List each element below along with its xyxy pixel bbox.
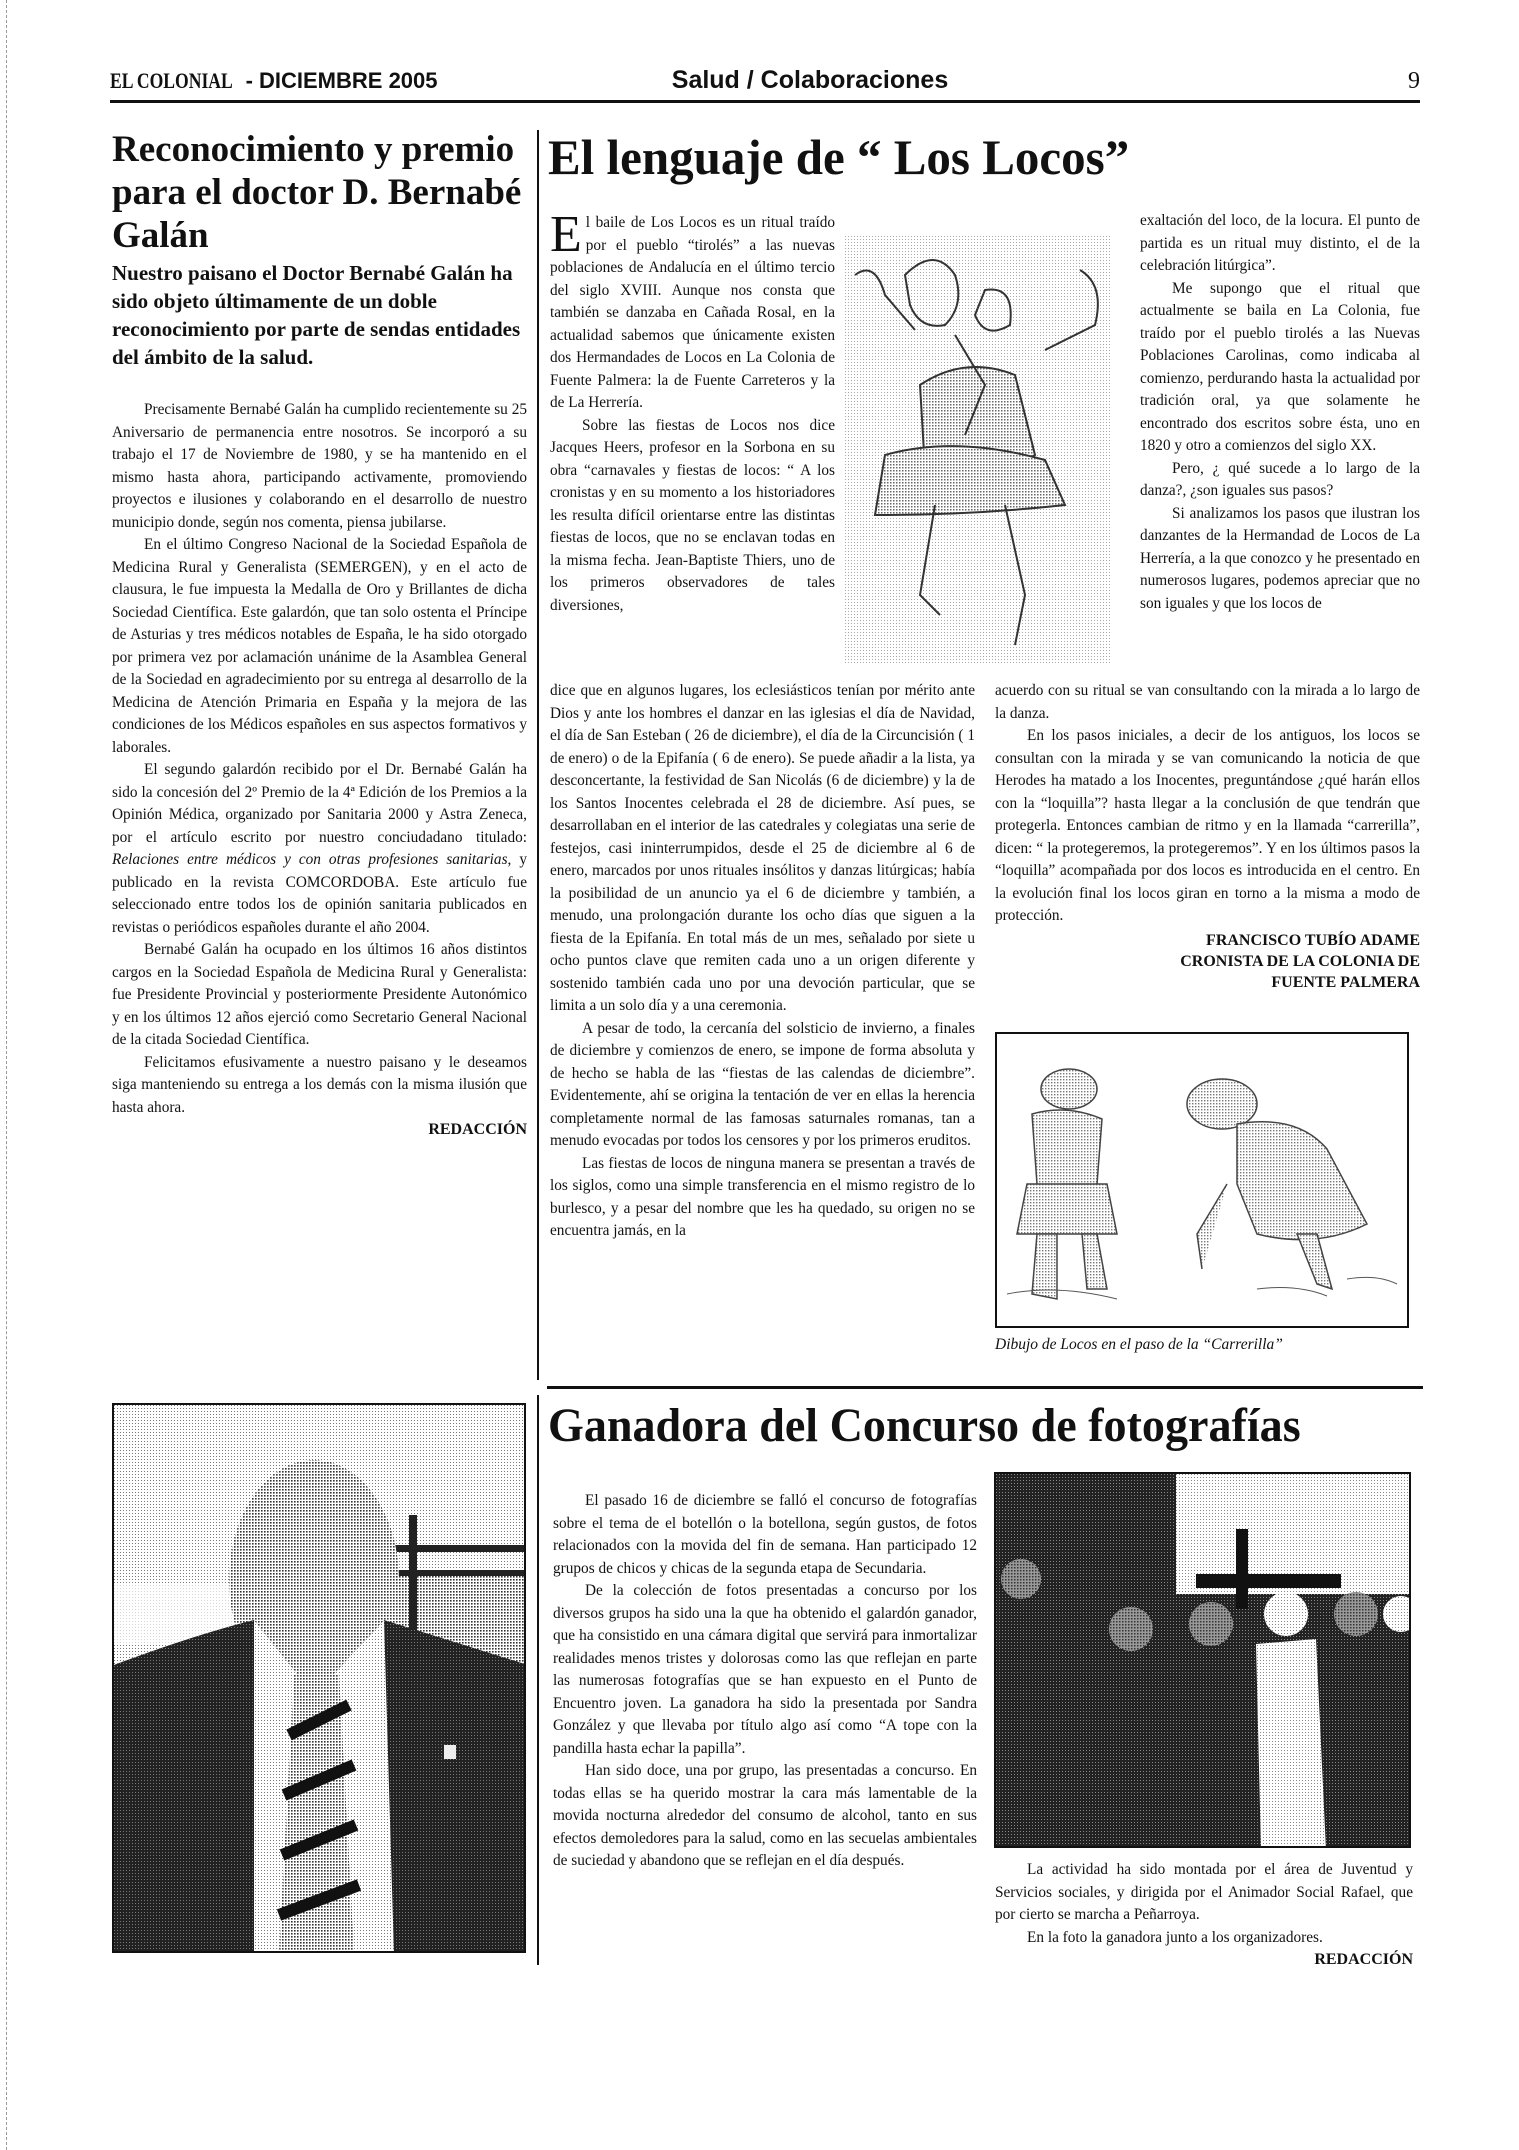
text-run: l baile de Los Locos es un ritual traído por el pueblo “tirolés” a las nuevas poblaciones de Andalucía en el último tercio del siglo XVIII. Aunque nos consta que también se danzaba en Cañada Rosal, en la actualidad sabemos que únicamente existen dos Hermandades de Locos en La Colonia de Fuente Palmera: la de Fuente Carreteros y la de La Herrería. bbox=[550, 214, 835, 411]
photo-image bbox=[996, 1474, 1411, 1848]
dancer-illustration bbox=[845, 215, 1110, 675]
caption-paragraph: En la foto la ganadora junto a los organizadores. bbox=[1027, 1928, 1323, 1946]
page-number: 9 bbox=[1408, 68, 1420, 94]
locos-column-1 bbox=[550, 206, 835, 617]
paragraph: A pesar de todo, la cercanía del solsticio de invierno, a finales de diciembre y comienzos de enero, se impone de forma absoluta y de hecho se habla de las “fiestas de las calendas de diciembre”. Evidentemente, ahí se origina la tentación de ver en ellas la herencia completamente normal de las famosas saturnales romanas, tan a menudo evocadas por todos los censores y por los primeros eruditos. bbox=[550, 1019, 975, 1149]
issue-date: - DICIEMBRE 2005 bbox=[245, 68, 438, 93]
headline-award: Reconocimiento y premio para el doctor D. Bernabé Galán bbox=[112, 129, 522, 256]
paragraph: Pero, ¿ qué sucede a lo largo de la danza?, ¿son iguales sus pasos? bbox=[1140, 459, 1420, 499]
headline-contest: Ganadora del Concurso de fotografías bbox=[548, 1399, 1301, 1452]
byline: REDACCIÓN bbox=[428, 1121, 527, 1138]
text-run: El segundo galardón recibido por el Dr. Bernabé Galán ha sido la concesión del 2º Premio de la 4ª Edición de los Premios a la Opinión Médica, organizado por Sanitaria 2000 y Astra Zeneca, por el artículo escrito por nuestro conciudadano titulado: bbox=[112, 761, 527, 846]
masthead-rule bbox=[110, 100, 1420, 103]
section-rule bbox=[547, 1386, 1423, 1389]
page-edge-marks bbox=[6, 0, 7, 2150]
paragraph: Bernabé Galán ha ocupado en los últimos 16 años distintos cargos en la Sociedad Española de Medicina Rural y Generalista: fue Presidente Provincial y posteriormente Presidente Autonómico y en los últimos 12 años ejerció como Secretario General Nacional de la citada Sociedad Científica. bbox=[112, 941, 527, 1048]
locos-column-4 bbox=[995, 680, 1420, 993]
article-body bbox=[112, 399, 527, 1119]
masthead-left bbox=[110, 68, 438, 94]
author-signature bbox=[995, 930, 1420, 993]
paragraph: Felicitamos efusivamente a nuestro paisano y le deseamos siga manteniendo su entrega a los demás con la misma ilusión que hasta ahora. bbox=[112, 1053, 527, 1116]
newspaper-logo: EL COLONIAL bbox=[110, 68, 233, 93]
locos-column-2 bbox=[550, 680, 975, 1243]
paragraph: En el último Congreso Nacional de la Sociedad Española de Medicina Rural y Generalista (SEMERGEN), y en el acto de clausura, le fue impuesta la Medalla de Oro y Brillantes de dicha Sociedad Científica. Este galardón, que tan solo ostenta el Príncipe de Asturias y tres médicos notables de España, le ha sido otorgado por primera vez por aclamación unánime de la Asamblea General de la Sociedad en agradecimiento por su entrega al desarrollo de la Medicina de Atención Primaria en España y la mejora de las condiciones de los Médicos españoles en sus aspectos formativos y laborales. bbox=[112, 536, 527, 756]
photo-image bbox=[114, 1405, 526, 1953]
dancer-sketch bbox=[845, 215, 1110, 675]
masthead bbox=[110, 64, 1420, 104]
paragraph: Me supongo que el ritual que actualmente se baila en La Colonia, fue traído por el pueblo tirolés a las Nuevas Poblaciones Carolinas, como indicaba al comienzo, perdurando hasta la actualidad por tradición oral, ya que solamente he encontrado dos escritos sobre ésta, uno en 1820 y otro a comienzos del siglo XX. bbox=[1140, 279, 1420, 454]
carrerilla-drawing bbox=[995, 1032, 1409, 1328]
drop-cap: E bbox=[550, 206, 582, 263]
paragraph: Han sido doce, una por grupo, las presentadas a concurso. En todas ellas se ha querido mostrar la cara más lamentable de la movida nocturna alrededor del consumo de alcohol, tanto en sus efectos demoledores para la salud, como en las secuelas ambientales de suciedad y abandono que se reflejan en el día después. bbox=[553, 1762, 977, 1869]
deck-award: Nuestro paisano el Doctor Bernabé Galán ha sido objeto últimamente de un doble reconocimiento por parte de sendas entidades del ámbito de la salud. bbox=[112, 261, 521, 369]
paragraph bbox=[550, 206, 835, 415]
paragraph: dice que en algunos lugares, los eclesiásticos tenían por mérito ante Dios y ante los hombres el danzar en las iglesias el día de Navidad, el día de San Esteban ( 26 de diciembre), el día de la Circuncisión ( 1 de enero) o de la Epifanía ( 6 de enero). Se puede añadir a la lista, ya desconcertante, la festividad de San Nicolás (6 de diciembre) y la de los Santos Inocentes celebrada el 28 de diciembre. Así pues, se desarrollaban en el interior de las catedrales y colegiatas una serie de festejos, casi ininterrumpidos, desde el 25 de diciembre al 6 de enero, marcados por unos rituales insólitos y danzas litúrgicas; había la posibilidad de un anuncio ya el 6 de diciembre y también, a menudo, una prolongación durante los ocho días que siguen a la fiesta de la Epifanía. En total más de un mes, señalado por siete u ocho puntos clave que remiten cada uno a un origen diferente y sostenido también cada uno por una devoción particular, que se limita a un solo día y a una ceremonia. bbox=[550, 682, 975, 1014]
paragraph: acuerdo con su ritual se van consultando con la mirada a lo largo de la danza. bbox=[995, 682, 1420, 722]
drawing-caption: Dibujo de Locos en el paso de la “Carrerilla” bbox=[995, 1336, 1283, 1353]
article-title-italic: Relaciones entre médicos y con otras profesiones sanitarias bbox=[112, 851, 508, 868]
column-divider bbox=[537, 130, 539, 1380]
portrait-photo bbox=[112, 1403, 526, 1953]
section-title: Salud / Colaboraciones bbox=[671, 66, 949, 94]
author-title: CRONISTA DE LA COLONIA DE FUENTE PALMERA bbox=[1180, 952, 1420, 991]
paragraph: Si analizamos los pasos que ilustran los danzantes de la Hermandad de Locos de La Herrería, a la que conozco y he presentado en numerosos lugares, podemos apreciar que no son iguales y que los locos de bbox=[1140, 504, 1420, 612]
headline-locos: El lenguaje de “ Los Locos” bbox=[548, 129, 1130, 185]
article-award bbox=[112, 128, 527, 1141]
paragraph: Sobre las fiestas de Locos nos dice Jacques Heers, profesor en la Sorbona en su obra “carnavales y fiestas de locos: “ A los cronistas y en su momento a los historiadores les resulta difícil orientarse entre las distintas fiestas de locos, que no se enclavan todas en la misma fecha. Jean-Baptiste Thiers, uno de los primeros observadores de tales diversiones, bbox=[550, 416, 835, 614]
dancers-drawing bbox=[997, 1034, 1409, 1328]
author-name: FRANCISCO TUBÍO ADAME bbox=[1206, 931, 1420, 949]
contest-body bbox=[553, 1490, 977, 1873]
paragraph: En los pasos iniciales, a decir de los antiguos, los locos se consultan con la mirada y se van comunicando la noticia de que Herodes ha matado a los Inocentes, preguntándose ¿qué harán ellos con la “loquilla”? hasta llegar a la conclusión de que tendrán que protegerla. Entonces cambian de ritmo y en la llamada “carrerilla”, dicen: “ la protegeremos, la protegeremos”. Y en los últimos pasos la “loquilla” acompañada por dos locos es introducida en el centro. En la evolución final los locos giran en torno a la misma a modo de protección. bbox=[995, 727, 1420, 924]
locos-column-3 bbox=[1140, 210, 1420, 615]
column-divider bbox=[537, 1395, 539, 1965]
paragraph: Las fiestas de locos de ninguna manera se presentan a través de los siglos, como una simple transferencia en el mismo registro de lo burlesco, y a pesar del nombre que les ha quedado, su origen no se encuentra jamás, en la bbox=[550, 1154, 975, 1239]
group-photo bbox=[994, 1472, 1411, 1848]
paragraph: De la colección de fotos presentadas a concurso por los diversos grupos ha sido una la que ha obtenido el galardón ganador, que ha consistido en una cámara digital que servirá para inmortalizar realidades menos tristes y dolorosas como las que reflejan en parte las numerosas fotografías que se han expuesto en el Punto de Encuentro joven. La ganadora ha sido la presentada por Sandra González y que llevaba por título algo así como “A tope con la pandilla hasta echar la papilla”. bbox=[553, 1582, 977, 1757]
caption-paragraph: La actividad ha sido montada por el área de Juventud y Servicios sociales, y dirigida por el Animador Social Rafael, que por cierto se marcha a Peñarroya. bbox=[995, 1861, 1413, 1923]
paragraph: Precisamente Bernabé Galán ha cumplido recientemente su 25 Aniversario de permanencia entre nosotros. Se incorporó a su trabajo el 17 de Noviembre de 1980, y se ha mantenido en el mismo hasta ahora, participando activamente, promoviendo proyectos e ilusiones y colaborando en el desarrollo de nuestro municipio donde, según nos comenta, piensa jubilarse. bbox=[112, 401, 527, 531]
byline: REDACCIÓN bbox=[1314, 1951, 1413, 1968]
photo-caption bbox=[995, 1859, 1413, 1971]
paragraph: El pasado 16 de diciembre se falló el concurso de fotografías sobre el tema de el botellón o la botellona, según gustos, de fotos relacionados con la movida del fin de semana. Han participado 12 grupos de chicos y chicas de la segunda etapa de Secundaria. bbox=[553, 1492, 977, 1577]
paragraph: exaltación del loco, de la locura. El punto de partida es un ritual muy distinto, el de la celebración litúrgica”. bbox=[1140, 212, 1420, 274]
paragraph bbox=[112, 759, 527, 939]
text-run: , y publicado en la revista COMCORDOBA. Este artículo fue seleccionado entre todos los de opinión sanitaria publicados en revistas o periódicos españoles durante el año 2004. bbox=[112, 851, 527, 936]
